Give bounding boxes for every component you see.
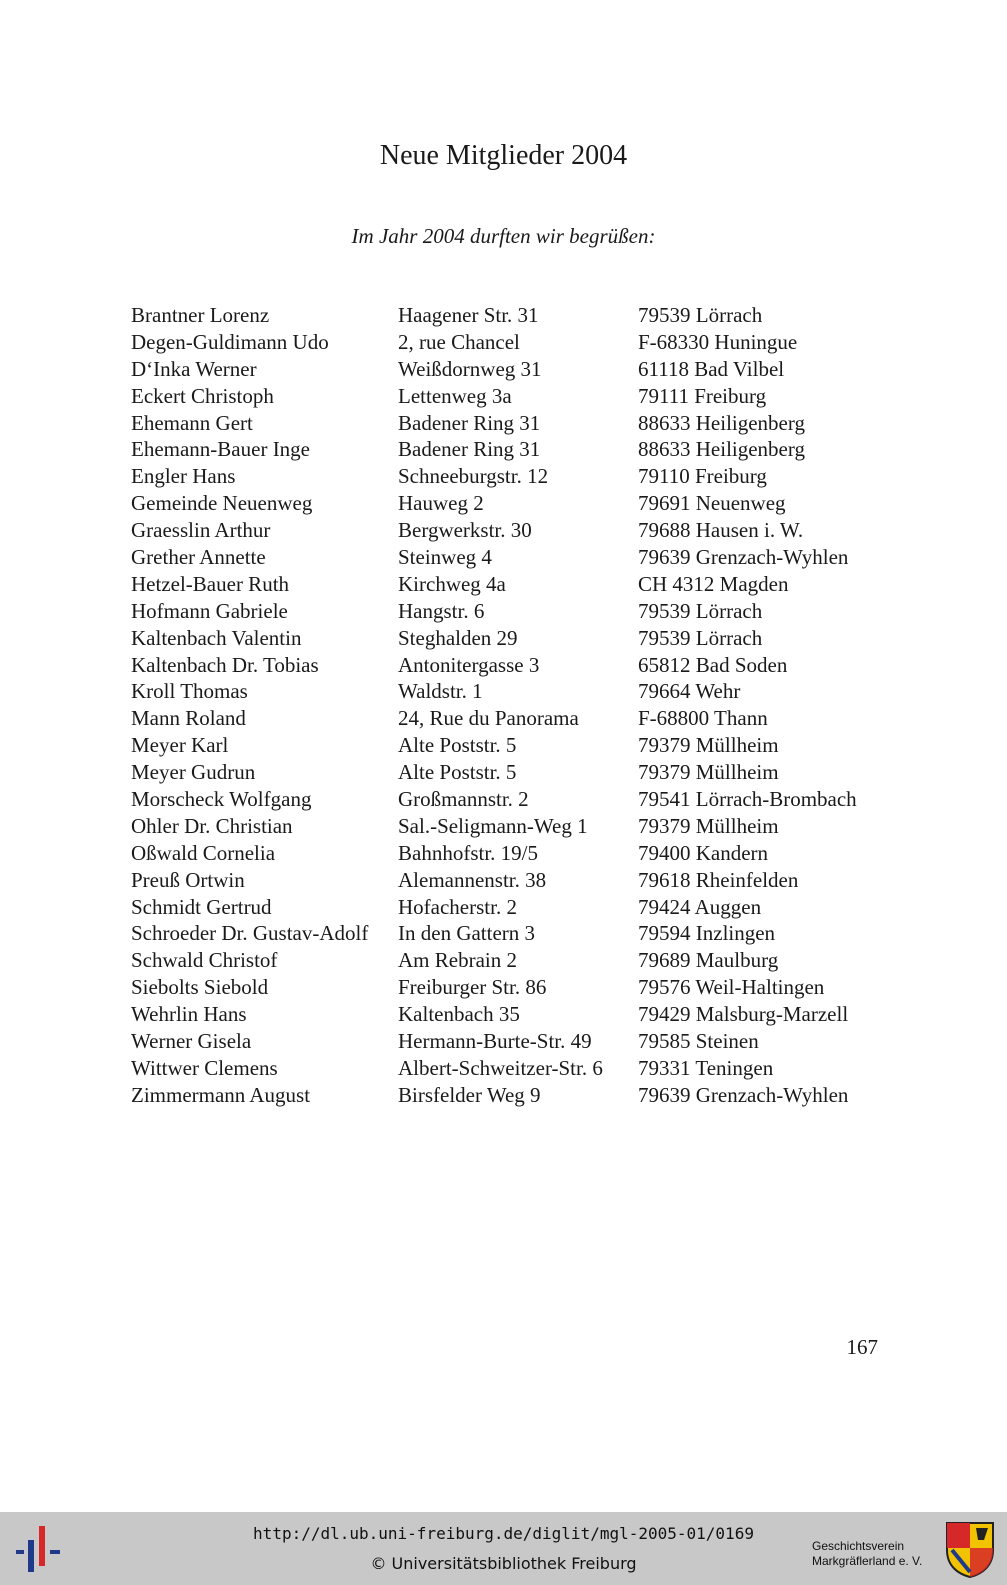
member-name: Morscheck Wolfgang xyxy=(131,787,312,812)
footer-copyright: © Universitätsbibliothek Freiburg xyxy=(370,1554,637,1573)
member-city: 88633 Heiligenberg xyxy=(638,437,805,462)
member-row xyxy=(131,544,891,571)
member-city: F-68330 Huningue xyxy=(638,329,798,354)
member-name: Brantner Lorenz xyxy=(131,303,270,327)
member-name: Kroll Thomas xyxy=(131,679,248,704)
member-name: Wittwer Clemens xyxy=(131,1055,278,1080)
member-street: Weißdornweg 31 xyxy=(398,356,542,381)
member-row xyxy=(131,463,891,490)
member-street: Hermann-Burte-Str. 49 xyxy=(398,1029,592,1054)
member-row xyxy=(131,678,891,705)
member-city: 79594 Inzlingen xyxy=(638,921,776,946)
member-name: Ehemann Gert xyxy=(131,410,253,435)
member-city: 88633 Heiligenberg xyxy=(638,410,805,435)
member-row xyxy=(131,813,891,840)
member-name: Kaltenbach Dr. Tobias xyxy=(131,652,319,677)
member-row xyxy=(131,1001,891,1028)
member-street: Kaltenbach 35 xyxy=(398,1002,520,1027)
member-street: Großmannstr. 2 xyxy=(398,787,529,812)
member-row xyxy=(131,867,891,894)
member-row xyxy=(131,705,891,732)
member-street: Waldstr. 1 xyxy=(398,679,483,704)
coat-of-arms-icon xyxy=(944,1520,996,1578)
member-row xyxy=(131,1028,891,1055)
member-street: Hangstr. 6 xyxy=(398,598,485,623)
member-street: Bahnhofstr. 19/5 xyxy=(398,840,538,865)
member-street: Bergwerkstr. 30 xyxy=(398,518,532,543)
member-city: 79691 Neuenweg xyxy=(638,491,786,516)
member-street: 24, Rue du Panorama xyxy=(398,706,579,731)
member-street: Haagener Str. 31 xyxy=(398,303,539,327)
member-city: 79424 Auggen xyxy=(638,894,762,919)
member-city: 79639 Grenzach-Wyhlen xyxy=(638,545,849,570)
page-title: Neue Mitglieder 2004 xyxy=(379,140,628,171)
member-row xyxy=(131,517,891,544)
member-street: Kirchweg 4a xyxy=(398,571,506,596)
member-name: Graesslin Arthur xyxy=(131,518,271,543)
member-street: Birsfelder Weg 9 xyxy=(398,1082,541,1107)
member-row xyxy=(131,598,891,625)
member-row xyxy=(131,974,891,1001)
member-row xyxy=(131,920,891,947)
member-row xyxy=(131,436,891,463)
member-name: Kaltenbach Valentin xyxy=(131,625,302,650)
member-row xyxy=(131,894,891,921)
member-name: Hofmann Gabriele xyxy=(131,598,288,623)
member-name: Schroeder Dr. Gustav-Adolf xyxy=(131,921,369,946)
member-row xyxy=(131,356,891,383)
member-city: F-68800 Thann xyxy=(638,706,768,731)
member-city: 79585 Steinen xyxy=(638,1029,759,1054)
member-name: Degen-Guldimann Udo xyxy=(131,329,329,354)
member-street: Badener Ring 31 xyxy=(398,437,541,462)
member-name: Preuß Ortwin xyxy=(131,867,245,892)
member-city: 79111 Freiburg xyxy=(638,383,767,408)
member-name: Grether Annette xyxy=(131,545,266,570)
member-name: Schmidt Gertrud xyxy=(131,894,272,919)
member-name: Ehemann-Bauer Inge xyxy=(131,437,311,462)
member-street: Steghalden 29 xyxy=(398,625,518,650)
member-row xyxy=(131,947,891,974)
member-street: Antonitergasse 3 xyxy=(398,652,540,677)
member-row xyxy=(131,1082,891,1109)
member-city: 65812 Bad Soden xyxy=(638,652,788,677)
member-city: 79400 Kandern xyxy=(638,840,769,865)
member-street: Hofacherstr. 2 xyxy=(398,894,517,919)
member-row xyxy=(131,732,891,759)
member-city: 79541 Lörrach-Brombach xyxy=(638,787,857,812)
member-name: Zimmermann August xyxy=(131,1082,311,1107)
member-row xyxy=(131,625,891,652)
member-street: Freiburger Str. 86 xyxy=(398,975,547,1000)
member-city: 61118 Bad Vilbel xyxy=(638,356,785,381)
member-street: Hauweg 2 xyxy=(398,491,484,516)
member-name: Meyer Karl xyxy=(131,733,229,758)
member-name: D‘Inka Werner xyxy=(131,356,257,381)
member-city: 79688 Hausen i. W. xyxy=(638,518,804,543)
member-street: Alemannenstr. 38 xyxy=(398,867,547,892)
member-city: CH 4312 Magden xyxy=(638,571,789,596)
member-name: Meyer Gudrun xyxy=(131,760,256,785)
society-name-line2: Markgräflerland e. V. xyxy=(812,1554,923,1568)
page-number: 167 xyxy=(846,1335,878,1359)
member-name: Gemeinde Neuenweg xyxy=(131,491,313,516)
member-street: Lettenweg 3a xyxy=(398,383,512,408)
member-street: In den Gattern 3 xyxy=(398,921,536,946)
member-city: 79539 Lörrach xyxy=(638,303,763,327)
member-row xyxy=(131,652,891,679)
member-name: Oßwald Cornelia xyxy=(131,840,276,865)
member-name: Engler Hans xyxy=(131,464,236,489)
member-name: Werner Gisela xyxy=(131,1029,252,1054)
member-row xyxy=(131,490,891,517)
member-street: Schneeburgstr. 12 xyxy=(398,464,549,489)
member-name: Eckert Christoph xyxy=(131,383,274,408)
member-city: 79110 Freiburg xyxy=(638,464,767,489)
member-row xyxy=(131,410,891,437)
member-street: Sal.-Seligmann-Weg 1 xyxy=(398,813,588,838)
member-city: 79639 Grenzach-Wyhlen xyxy=(638,1082,849,1107)
members-list xyxy=(131,302,891,1109)
member-name: Wehrlin Hans xyxy=(131,1002,247,1027)
member-row xyxy=(131,571,891,598)
member-street: Albert-Schweitzer-Str. 6 xyxy=(398,1055,603,1080)
member-street: Alte Poststr. 5 xyxy=(398,733,517,758)
member-city: 79576 Weil-Haltingen xyxy=(638,975,825,1000)
member-city: 79539 Lörrach xyxy=(638,625,763,650)
member-name: Ohler Dr. Christian xyxy=(131,813,293,838)
member-street: Badener Ring 31 xyxy=(398,410,541,435)
member-name: Mann Roland xyxy=(131,706,246,731)
member-row xyxy=(131,329,891,356)
member-city: 79379 Müllheim xyxy=(638,813,779,838)
member-city: 79618 Rheinfelden xyxy=(638,867,799,892)
member-name: Siebolts Siebold xyxy=(131,975,269,1000)
footer-url[interactable]: http://dl.ub.uni-freiburg.de/diglit/mgl-2005-01/0169 xyxy=(253,1524,754,1543)
member-row xyxy=(131,302,891,329)
member-city: 79331 Teningen xyxy=(638,1055,774,1080)
member-row xyxy=(131,1055,891,1082)
member-street: Steinweg 4 xyxy=(398,545,492,570)
member-row xyxy=(131,786,891,813)
member-street: 2, rue Chancel xyxy=(398,329,520,354)
member-row xyxy=(131,759,891,786)
member-city: 79689 Maulburg xyxy=(638,948,779,973)
member-street: Alte Poststr. 5 xyxy=(398,760,517,785)
member-city: 79664 Wehr xyxy=(638,679,741,704)
member-city: 79379 Müllheim xyxy=(638,760,779,785)
member-street: Am Rebrain 2 xyxy=(398,948,517,973)
member-name: Schwald Christof xyxy=(131,948,278,973)
society-name xyxy=(812,1539,942,1569)
footer-bar xyxy=(0,1512,1007,1585)
society-name-line1: Geschichtsverein xyxy=(812,1539,905,1553)
intro-line: Im Jahr 2004 durften wir begrüßen: xyxy=(351,224,656,248)
member-row xyxy=(131,383,891,410)
member-city: 79539 Lörrach xyxy=(638,598,763,623)
member-city: 79379 Müllheim xyxy=(638,733,779,758)
member-city: 79429 Malsburg-Marzell xyxy=(638,1002,849,1027)
member-row xyxy=(131,840,891,867)
member-name: Hetzel-Bauer Ruth xyxy=(131,571,290,596)
